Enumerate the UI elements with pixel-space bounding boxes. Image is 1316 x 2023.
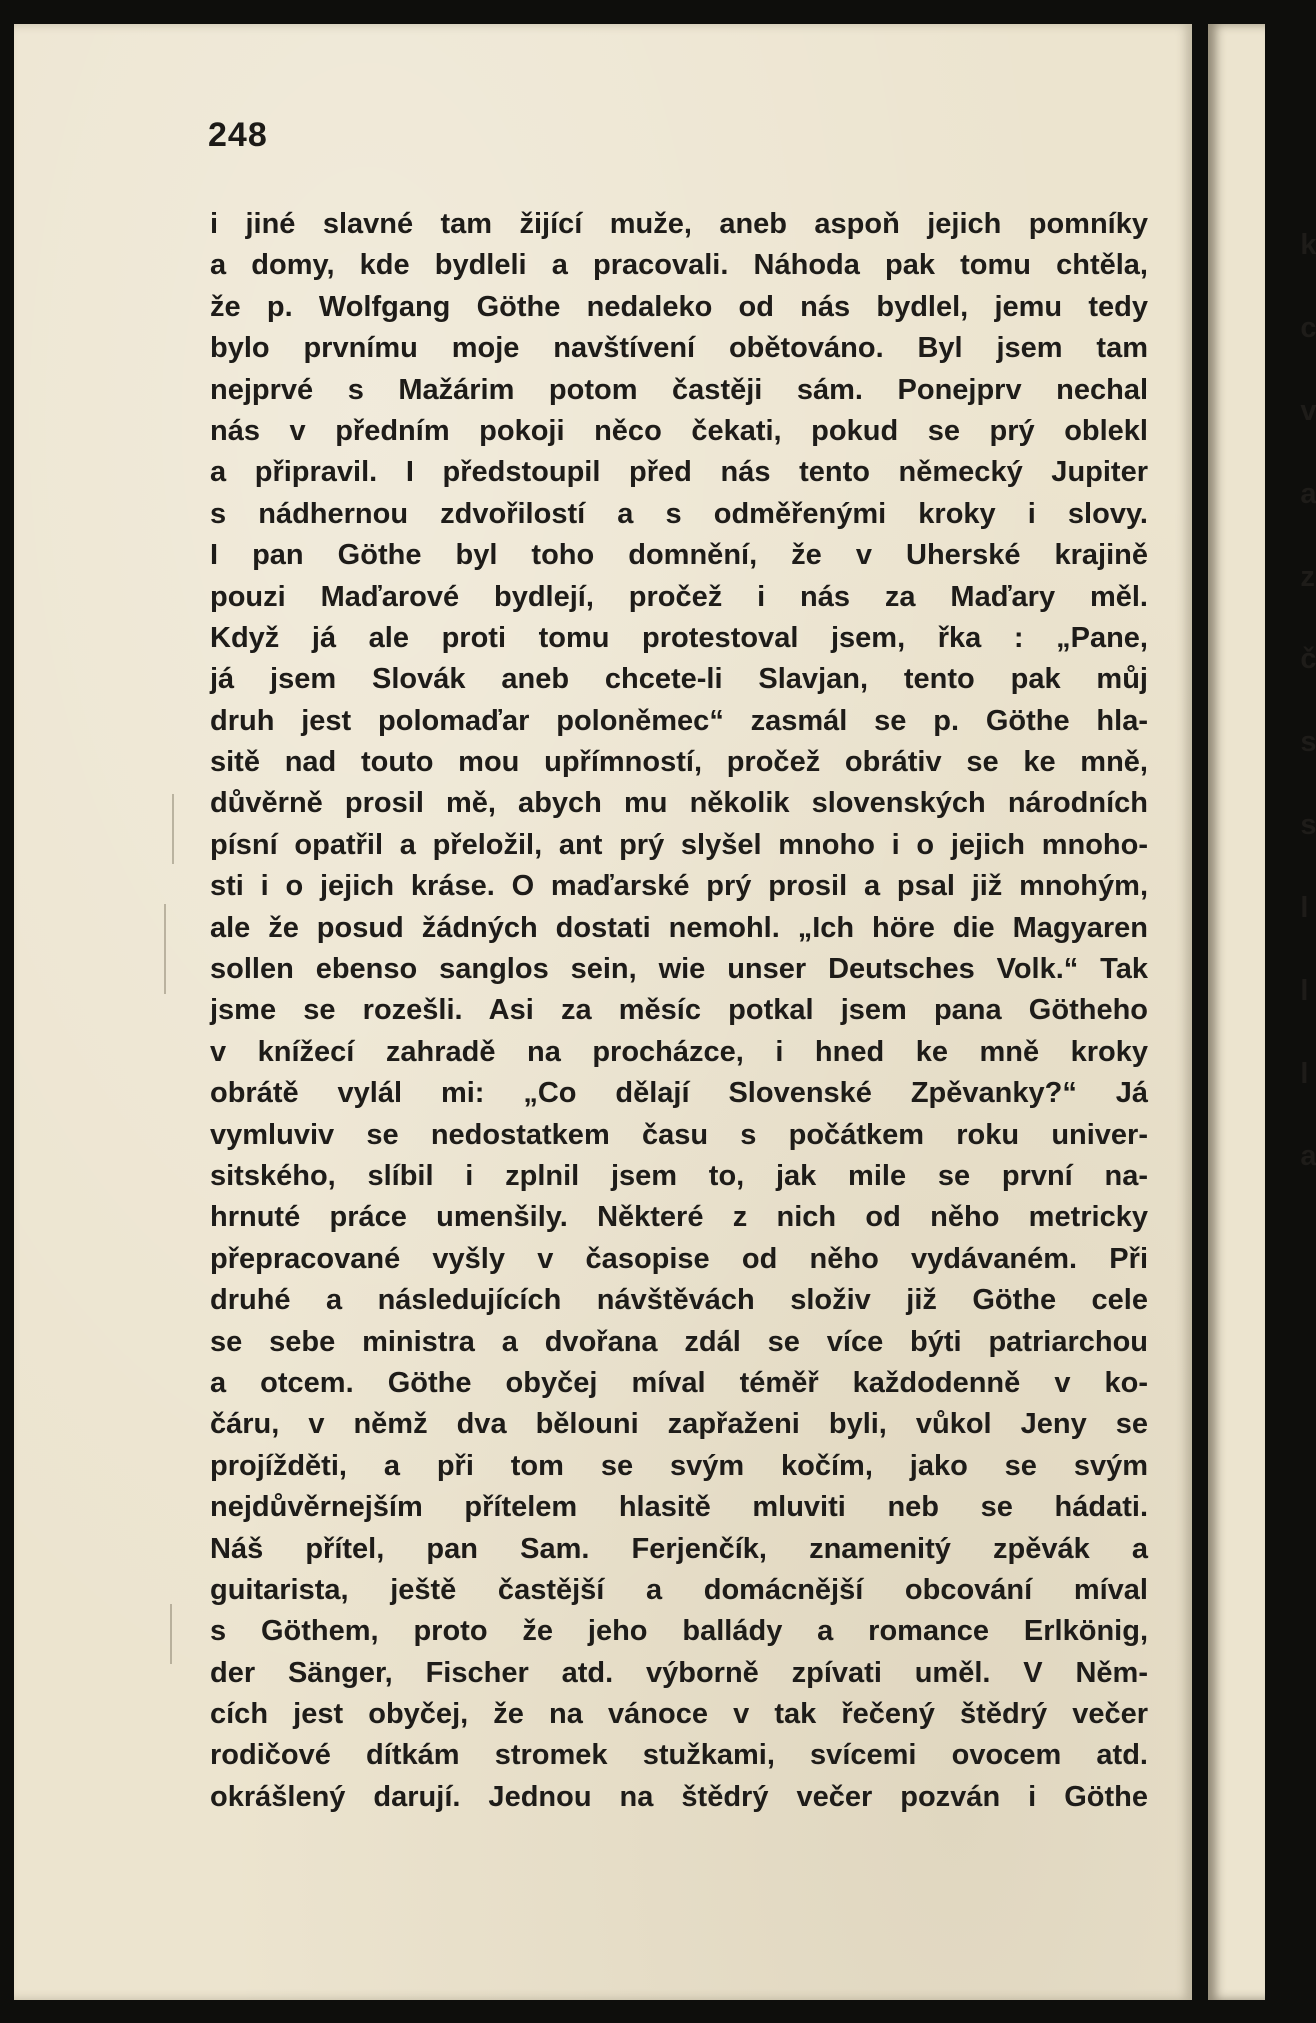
edge-letter: z [1300,560,1315,593]
text-line: sollen ebenso sanglos sein, wie unser Deutsches Volk.“ Tak [210,953,1148,986]
text-line: já jsem Slovák aneb chcete-li Slavjan, tento pak můj [210,663,1148,696]
text-line: ale že posud žádných dostati nemohl. „Ich höre die Magyaren [210,911,1148,944]
edge-letter: l [1300,1057,1309,1090]
text-line: vymluviv se nedostatkem času s počátkem roku univer- [210,1118,1148,1151]
text-line: čáru, v němž dva bělouni zapřaženi byli, vůkol Jeny se [210,1408,1148,1441]
text-line: jsme se rozešli. Asi za měsíc potkal jsem pana Götheho [210,994,1148,1027]
body-text [210,204,1148,1818]
text-line: sitského, slíbil i zplnil jsem to, jak mile se první na- [210,1159,1148,1192]
text-line: Když já ale proti tomu protestoval jsem, řka : „Pane, [210,621,1148,654]
edge-letter: a [1300,477,1316,510]
text-line: i jiné slavné tam žijící muže, aneb aspoň jejich pomníky [210,208,1148,240]
text-line: nejprvé s Mažárim potom častěji sám. Ponejprv nechal [210,373,1148,406]
adjacent-page-letters [1252,184,1316,1219]
edge-letter: s [1300,726,1316,759]
text-line: bylo prvnímu moje navštívení obětováno. Byl jsem tam [210,332,1148,365]
text-line: sitě nad touto mou upřímností, pročež obrátiv se ke mně, [210,746,1148,779]
text-line: v knížecí zahradě na procházce, i hned ke mně kroky [210,1035,1148,1068]
text-line: druh jest polomaďar poloněmec“ zasmál se p. Göthe hla- [210,704,1148,737]
text-line: der Sänger, Fischer atd. výborně zpívati uměl. V Něm- [210,1656,1148,1689]
edge-letter: s [1300,809,1316,842]
text-line: důvěrně prosil mě, abych mu několik slovenských národních [210,787,1148,820]
text-line: písní opatřil a přeložil, ant prý slyšel mnoho i o jejich mnoho- [210,828,1148,861]
text-line: sti i o jejich kráse. O maďarské prý prosil a psal již mnohým, [210,870,1148,903]
text-line: se sebe ministra a dvořana zdál se více býti patriarchou [210,1325,1148,1358]
edge-letter: l [1300,974,1309,1007]
text-line: přepracované vyšly v časopise od něho vydávaném. Při [210,1242,1148,1275]
text-line: I pan Göthe byl toho domnění, že v Uherské krajině [210,539,1148,572]
edge-letter: v [1300,395,1316,428]
edge-letter: l [1300,891,1309,924]
margin-pencil-mark [170,1604,172,1664]
text-line: druhé a následujících návštěvách složiv již Göthe cele [210,1284,1148,1317]
text-line: a připravil. I předstoupil před nás tento německý Jupiter [210,456,1148,489]
edge-letter: a [1300,1140,1316,1173]
text-line: hrnuté práce umenšily. Některé z nich od něho metricky [210,1201,1148,1234]
text-line: a otcem. Göthe obyčej míval téměř každodenně v ko- [210,1366,1148,1399]
edge-letter: k [1300,229,1316,262]
text-line: obrátě vylál mi: „Co dělají Slovenské Zpěvanky?“ Já [210,1077,1148,1110]
text-line: nás v předním pokoji něco čekati, pokud se prý oblekl [210,414,1148,447]
book-page [14,24,1192,2000]
text-line: rodičové dítkám stromek stužkami, svícemi ovocem atd. [210,1739,1148,1772]
text-line: a domy, kde bydleli a pracovali. Náhoda pak tomu chtěla, [210,249,1148,282]
text-line: s Göthem, proto že jeho ballády a romance Erlkönig, [210,1615,1148,1648]
margin-pencil-mark [172,794,174,864]
text-line: okrášlený darují. Jednou na štědrý večer pozván i Göthe [210,1780,1148,1813]
text-line: s nádhernou zdvořilostí a s odměřenými kroky i slovy. [210,497,1148,530]
text-line: pouzi Maďarové bydlejí, pročež i nás za Maďary měl. [210,580,1148,613]
edge-letter: c [1300,312,1316,345]
text-line: cích jest obyčej, že na vánoce v tak řečený štědrý večer [210,1698,1148,1731]
adjacent-page-edge [1208,24,1316,2000]
book-gutter [1192,0,1208,2023]
margin-pencil-mark [164,904,166,994]
text-line: guitarista, ještě častější a domácnější obcování míval [210,1573,1148,1606]
text-line: nejdůvěrnejším přítelem hlasitě mluviti neb se hádati. [210,1491,1148,1524]
edge-letter: č [1300,643,1316,676]
text-line: projížděti, a při tom se svým kočím, jako se svým [210,1449,1148,1482]
page-number: 248 [208,116,268,154]
text-line: Náš přítel, pan Sam. Ferjenčík, znamenitý zpěvák a [210,1532,1148,1565]
text-line: že p. Wolfgang Göthe nedaleko od nás bydlel, jemu tedy [210,290,1148,323]
